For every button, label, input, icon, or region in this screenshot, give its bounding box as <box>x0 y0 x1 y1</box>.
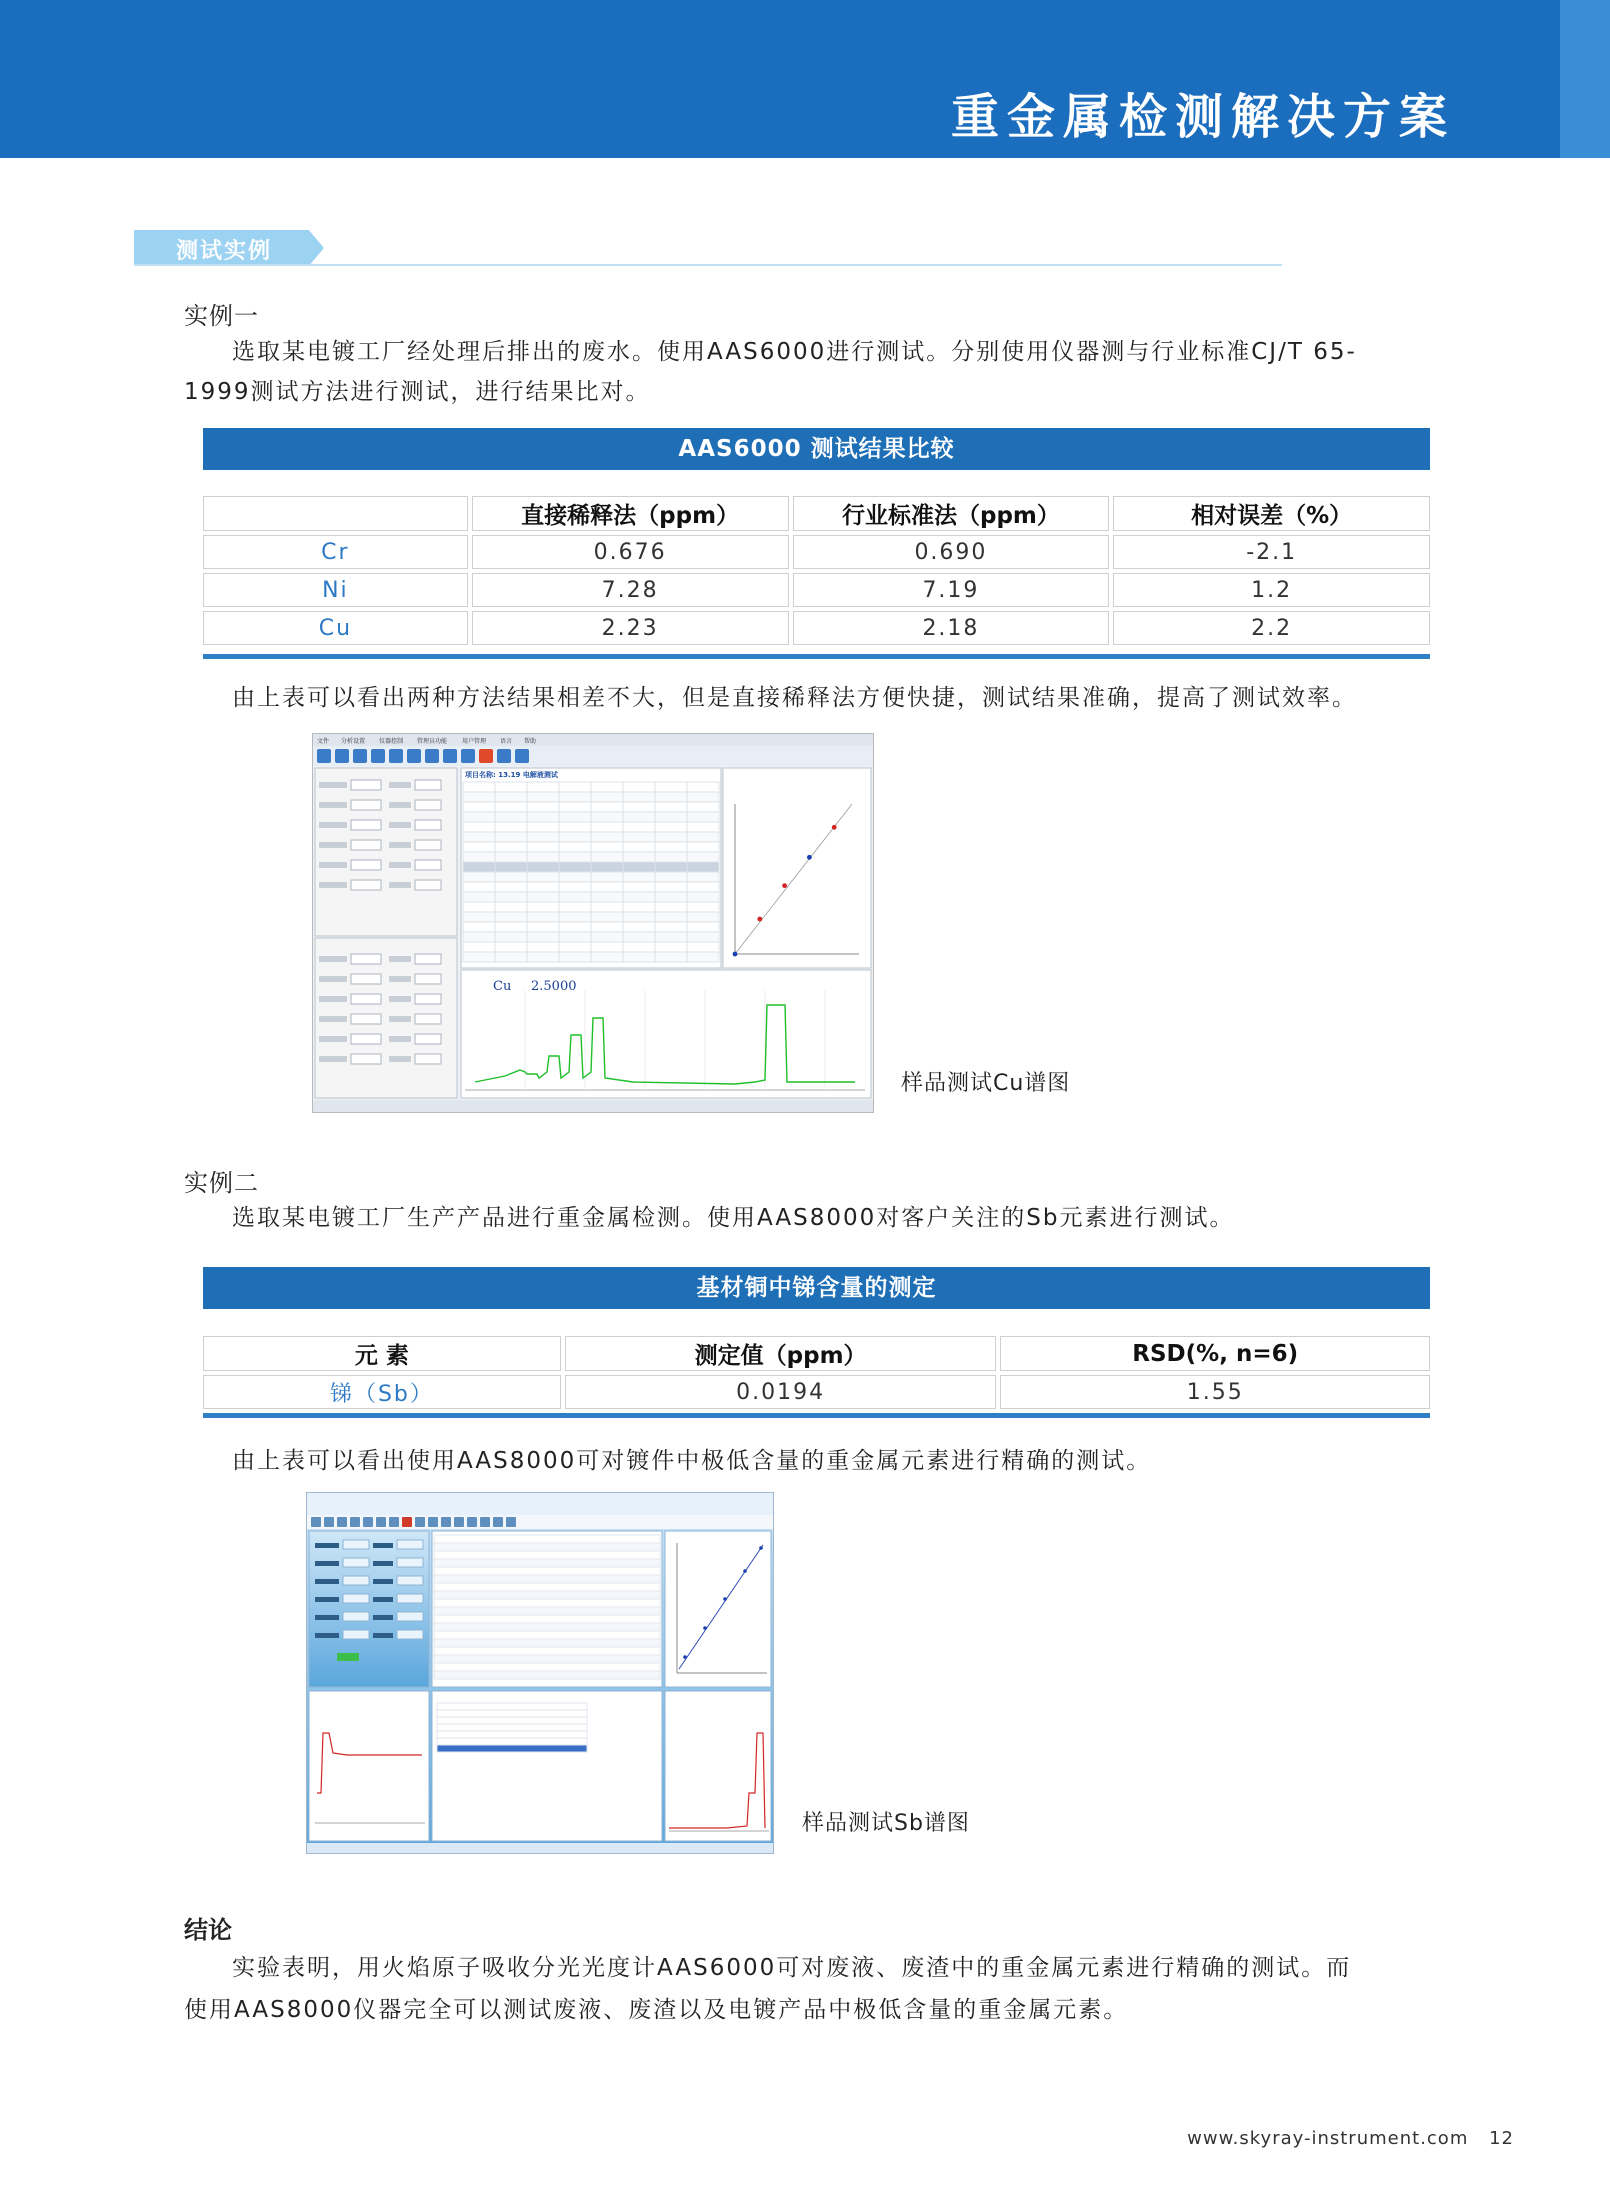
element-cell: Cr <box>203 535 468 569</box>
field-input <box>351 880 381 890</box>
conclusion-line1: 实验表明，用火焰原子吸收分光光度计AAS6000可对废液、废渣中的重金属元素进行精确的测试。而 <box>232 1955 1352 1981</box>
table2 <box>199 1332 1434 1413</box>
toolbar-icon <box>389 1517 399 1527</box>
table1-header-row <box>203 496 1430 531</box>
field-input <box>351 780 381 790</box>
field-label <box>373 1543 393 1548</box>
value-cell: 7.19 <box>793 573 1110 607</box>
toolbar-icon <box>479 749 493 763</box>
menu-item: 用户管理 <box>462 738 487 745</box>
field-input <box>397 1594 423 1603</box>
table-row <box>434 1567 660 1575</box>
field-label <box>319 822 347 828</box>
field-input <box>351 994 381 1004</box>
table-row <box>434 1671 660 1679</box>
toolbar-icon <box>371 749 385 763</box>
cu-project-title: 项目名称: 13.19 电解液测试 <box>465 771 558 779</box>
cu-caption: 样品测试Cu谱图 <box>901 1071 1071 1096</box>
table-row <box>203 535 1430 569</box>
result-row <box>437 1731 587 1738</box>
table-row <box>434 1599 660 1607</box>
field-input <box>351 954 381 964</box>
calibration-point <box>757 917 762 922</box>
field-input <box>397 1558 423 1567</box>
toolbar-icon <box>425 749 439 763</box>
field-label <box>315 1633 339 1638</box>
field-label <box>319 882 347 888</box>
field-input <box>397 1576 423 1585</box>
toolbar-icon <box>441 1517 451 1527</box>
menu-item: 语言 <box>500 738 513 745</box>
field-label <box>389 996 411 1002</box>
field-input <box>415 840 441 850</box>
field-label <box>389 1016 411 1022</box>
field-input <box>397 1612 423 1621</box>
table1-title: AAS6000 测试结果比较 <box>203 428 1430 470</box>
value-cell: 2.18 <box>793 611 1110 645</box>
conclusion-line2: 使用AAS8000仪器完全可以测试废液、废渣以及电镀产品中极低含量的重金属元素。 <box>184 1997 1129 2023</box>
example1-conclusion: 由上表可以看出两种方法结果相差不大，但是直接稀释法方便快捷，测试结果准确，提高了测试效率。 <box>232 685 1357 711</box>
field-input <box>397 1630 423 1639</box>
toolbar-icon <box>415 1517 425 1527</box>
cu-value-label: 2.5000 <box>531 979 577 994</box>
result-row <box>437 1710 587 1717</box>
toolbar-icon <box>376 1517 386 1527</box>
field-input <box>351 974 381 984</box>
field-label <box>319 862 347 868</box>
field-label <box>389 1056 411 1062</box>
field-label <box>315 1597 339 1602</box>
toolbar-icon <box>389 749 403 763</box>
menu-item: 仪器控制 <box>379 738 404 745</box>
field-label <box>373 1579 393 1584</box>
field-label <box>389 976 411 982</box>
example1-paragraph-line1: 选取某电镀工厂经处理后排出的废水。使用AAS6000进行测试。分别使用仪器测与行业标准CJ/T 65- <box>232 339 1357 365</box>
example2-conclusion: 由上表可以看出使用AAS8000可对镀件中极低含量的重金属元素进行精确的测试。 <box>232 1448 1152 1474</box>
field-label <box>319 1036 347 1042</box>
field-input <box>351 1014 381 1024</box>
value-cell: 1.2 <box>1113 573 1430 607</box>
toolbar-icon <box>317 749 331 763</box>
field-label <box>319 976 347 982</box>
field-label <box>319 1016 347 1022</box>
table1-header-cell: 行业标准法（ppm） <box>793 496 1110 531</box>
result-row <box>437 1745 587 1752</box>
toolbar-icon <box>461 749 475 763</box>
field-label <box>389 782 411 788</box>
table2-header-cell: 元 素 <box>203 1336 561 1371</box>
value-cell: 1.55 <box>1000 1375 1430 1409</box>
field-label <box>373 1597 393 1602</box>
field-label <box>389 842 411 848</box>
element-cell: Ni <box>203 573 468 607</box>
field-input <box>343 1594 369 1603</box>
calibration-point <box>683 1655 687 1659</box>
field-label <box>315 1579 339 1584</box>
toolbar-icon <box>493 1517 503 1527</box>
table2-header-row <box>203 1336 1430 1371</box>
table-row <box>434 1631 660 1639</box>
field-input <box>415 780 441 790</box>
field-label <box>389 1036 411 1042</box>
toolbar-icon <box>480 1517 490 1527</box>
toolbar-icon <box>467 1517 477 1527</box>
field-input <box>415 820 441 830</box>
field-label <box>319 956 347 962</box>
field-input <box>351 820 381 830</box>
field-label <box>389 956 411 962</box>
table1-header-cell: 相对误差（%） <box>1113 496 1430 531</box>
field-label <box>319 802 347 808</box>
element-cell: 锑（Sb） <box>203 1375 561 1409</box>
footer <box>1187 2128 1514 2149</box>
page-number: 12 <box>1489 2128 1514 2149</box>
field-input <box>415 954 441 964</box>
calibration-point <box>743 1569 747 1573</box>
table-row <box>434 1663 660 1671</box>
table-row <box>434 1655 660 1663</box>
calibration-point <box>723 1597 727 1601</box>
field-label <box>389 822 411 828</box>
table2-title: 基材铜中锑含量的测定 <box>203 1267 1430 1309</box>
field-label <box>319 842 347 848</box>
value-cell: 7.28 <box>472 573 789 607</box>
field-input <box>343 1540 369 1549</box>
result-row <box>437 1724 587 1731</box>
sb-caption: 样品测试Sb谱图 <box>802 1811 970 1836</box>
calibration-point <box>807 855 812 860</box>
table-row <box>434 1535 660 1543</box>
field-label <box>389 802 411 808</box>
field-input <box>343 1576 369 1585</box>
status-indicator <box>337 1653 359 1661</box>
table-row <box>434 1551 660 1559</box>
calibration-point <box>733 952 738 957</box>
page-title: 重金属检测解决方案 <box>950 89 1455 145</box>
table-row <box>203 611 1430 645</box>
footer-website: www.skyray-instrument.com <box>1187 2128 1469 2149</box>
table-row <box>203 1375 1430 1409</box>
field-input <box>351 800 381 810</box>
table1-header-cell <box>203 496 468 531</box>
result-row <box>437 1717 587 1724</box>
value-cell: 0.676 <box>472 535 789 569</box>
toolbar-icon <box>324 1517 334 1527</box>
value-cell: 0.690 <box>793 535 1110 569</box>
table-row <box>434 1615 660 1623</box>
toolbar-icon <box>407 749 421 763</box>
field-input <box>415 1034 441 1044</box>
field-input <box>415 800 441 810</box>
table2-header-cell: RSD(%, n=6) <box>1000 1336 1430 1371</box>
toolbar-icon <box>454 1517 464 1527</box>
toolbar-icon <box>443 749 457 763</box>
cu-software-window <box>313 734 873 1112</box>
menu-item: 文件 <box>317 738 330 745</box>
sb-software-window <box>307 1493 773 1853</box>
field-input <box>343 1612 369 1621</box>
field-label <box>315 1561 339 1566</box>
conclusion-heading: 结论 <box>184 1916 232 1944</box>
table-row <box>434 1575 660 1583</box>
field-label <box>319 782 347 788</box>
field-label <box>373 1615 393 1620</box>
example1-paragraph-line2: 1999测试方法进行测试，进行结果比对。 <box>184 379 651 405</box>
table-row <box>434 1583 660 1591</box>
field-input <box>415 974 441 984</box>
example2-heading: 实例二 <box>184 1169 259 1197</box>
element-cell: Cu <box>203 611 468 645</box>
field-label <box>319 996 347 1002</box>
value-cell: 2.2 <box>1113 611 1430 645</box>
menu-item: 帮助 <box>524 738 537 745</box>
field-label <box>373 1561 393 1566</box>
field-label <box>389 862 411 868</box>
result-row <box>437 1703 587 1710</box>
field-input <box>397 1540 423 1549</box>
toolbar-icon <box>428 1517 438 1527</box>
example1-heading: 实例一 <box>184 302 259 330</box>
field-label <box>373 1633 393 1638</box>
field-input <box>415 994 441 1004</box>
table-row <box>434 1607 660 1615</box>
table-row <box>434 1543 660 1551</box>
toolbar-icon <box>506 1517 516 1527</box>
table2-bottom-rule <box>203 1413 1430 1418</box>
toolbar-icon <box>335 749 349 763</box>
cu-element-label: Cu <box>493 979 512 994</box>
calibration-point <box>703 1626 707 1630</box>
sb-spectrum-screenshot <box>306 1492 774 1854</box>
header-accent-stripe <box>1560 0 1610 158</box>
table-row <box>434 1559 660 1567</box>
toolbar-icon <box>353 749 367 763</box>
field-label <box>389 882 411 888</box>
calibration-point <box>832 825 837 830</box>
value-cell: 0.0194 <box>565 1375 997 1409</box>
table-row <box>434 1647 660 1655</box>
table-row <box>434 1623 660 1631</box>
value-cell: -2.1 <box>1113 535 1430 569</box>
menu-item: 管理员功能 <box>417 738 448 745</box>
field-input <box>343 1630 369 1639</box>
calibration-point <box>782 883 787 888</box>
toolbar-icon <box>363 1517 373 1527</box>
value-cell: 2.23 <box>472 611 789 645</box>
table1-bottom-rule <box>203 654 1430 659</box>
field-input <box>415 880 441 890</box>
table-row <box>203 573 1430 607</box>
field-input <box>343 1558 369 1567</box>
toolbar-icon <box>402 1517 412 1527</box>
table-row <box>434 1591 660 1599</box>
field-input <box>415 1054 441 1064</box>
example2-paragraph: 选取某电镀工厂生产产品进行重金属检测。使用AAS8000对客户关注的Sb元素进行测试。 <box>232 1205 1235 1231</box>
table1-header-cell: 直接稀释法（ppm） <box>472 496 789 531</box>
field-input <box>415 860 441 870</box>
field-label <box>319 1056 347 1062</box>
table1 <box>199 492 1434 649</box>
calibration-point <box>759 1546 763 1550</box>
toolbar-icon <box>311 1517 321 1527</box>
field-input <box>351 860 381 870</box>
field-input <box>415 1014 441 1024</box>
field-input <box>351 1034 381 1044</box>
table2-header-cell: 测定值（ppm） <box>565 1336 997 1371</box>
toolbar-icon <box>350 1517 360 1527</box>
field-label <box>315 1615 339 1620</box>
menu-item: 分析设置 <box>341 738 366 745</box>
cu-spectrum-screenshot <box>312 733 874 1113</box>
section-divider <box>134 264 1282 266</box>
toolbar-icon <box>337 1517 347 1527</box>
toolbar-icon <box>497 749 511 763</box>
section-tab-label: 测试实例 <box>176 239 273 264</box>
toolbar-icon <box>515 749 529 763</box>
table-row <box>434 1639 660 1647</box>
field-input <box>351 1054 381 1064</box>
field-input <box>351 840 381 850</box>
field-label <box>315 1543 339 1548</box>
result-row <box>437 1738 587 1745</box>
